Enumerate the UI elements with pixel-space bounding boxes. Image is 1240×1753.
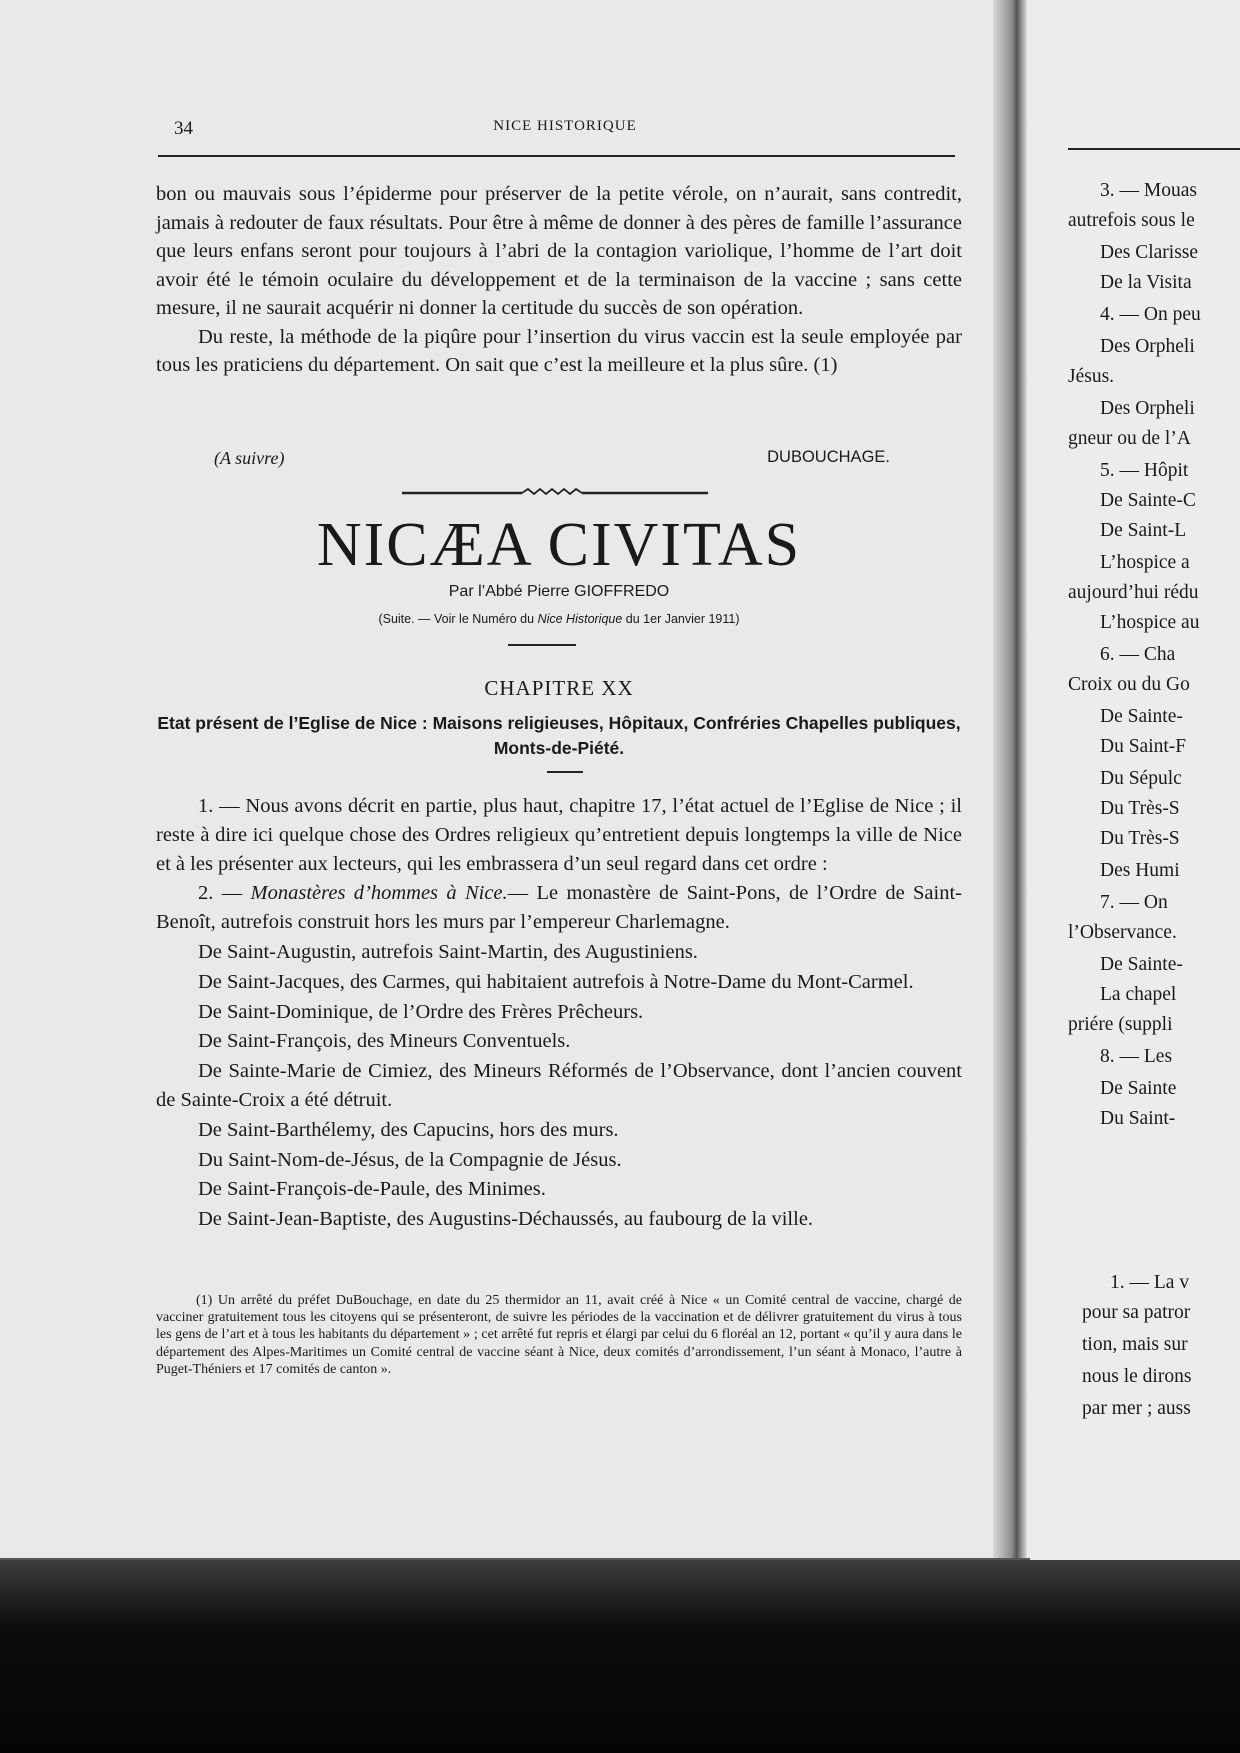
right-page-line: De Saint-L <box>1100 520 1187 541</box>
section-title: Monastères d’hommes à Nice. <box>250 882 508 905</box>
top-text <box>156 180 962 380</box>
list-item: De Sainte-Marie de Cimiez, des Mineurs Réformés de l’Observance, dont l’ancien couvent de Sainte-Croix a été détruit. <box>156 1060 962 1111</box>
body-text <box>156 792 962 1235</box>
right-page-line: De la Visita <box>1100 272 1192 293</box>
right-page-line: Du Saint- <box>1100 1108 1176 1129</box>
right-page-line: Des Orpheli <box>1100 336 1195 357</box>
ornament-divider <box>402 486 708 500</box>
right-page-line: De Sainte- <box>1100 954 1183 975</box>
paragraph: Du reste, la méthode de la piqûre pour l’insertion du virus vaccin est la seule employée par tous les praticiens du département. On sait que c’est la meilleure et la plus sûre. (1) <box>156 325 962 376</box>
right-page-line: L’hospice a <box>1100 552 1190 573</box>
right-page-line: Jésus. <box>1068 366 1115 387</box>
paragraph: 1. — Nous avons décrit en partie, plus haut, chapitre 17, l’état actuel de l’Eglise de Nice ; il reste à dire ici quelque chose des Ordres religieux qu’entretient depuis longtemps la ville de Nice et à les présenter aux lecteurs, qui les embrassera d’un seul regard dans cet ordre : <box>156 795 962 875</box>
right-page-line: nous le dirons <box>1082 1366 1192 1387</box>
chapter-subheading: Etat présent de l’Eglise de Nice : Maisons religieuses, Hôpitaux, Confréries Chapelles publiques, Monts-de-Piété. <box>157 713 961 758</box>
right-page-line: Du Très-S <box>1100 828 1180 849</box>
paragraph <box>156 879 962 937</box>
suite-suffix: du 1er Janvier 1911) <box>622 612 740 626</box>
footnote-text: (1) Un arrêté du préfet DuBouchage, en date du 25 thermidor an 11, avait créé à Nice « un Comité central de vaccine, chargé de vacciner gratuitement tous les citoyens qui se présenteront, de suivre les périodes de la vaccination et de délivrer gratuitement du virus à tous les gens de l’art et à tous les habitants du département » ; cet arrêté fut repris et élargi par celui du 6 floréal an 12, portant « qu’il y aura dans le département des Alpes-Maritimes un Comité central de vaccine séant à Nice, deux comités d’arrondissement, l’un séant à Monaco, l’autre à Puget-Théniers et 17 comités de canton ». <box>156 1293 962 1377</box>
right-page-line: 6. — Cha <box>1100 644 1176 665</box>
right-page-line: priére (suppli <box>1068 1014 1173 1035</box>
list-item: De Saint-François, des Mineurs Conventuels. <box>198 1030 571 1053</box>
right-page-line: De Sainte <box>1100 1078 1177 1099</box>
right-page-line: l’Observance. <box>1068 922 1177 943</box>
list-item: De Saint-Dominique, de l’Ordre des Frères Prêcheurs. <box>198 1000 644 1023</box>
list-item: De Saint-François-de-Paule, des Minimes. <box>198 1178 546 1201</box>
paragraph: bon ou mauvais sous l’épiderme pour préserver de la petite vérole, on n’aurait, sans contredit, jamais à redouter de faux résultats. Pour être à même de donner à des pères de famille l’assurance que leurs enfans seront pour toujours à l’abri de la contagion variolique, l’homme de l’art doit avoir été le témoin oculaire du développement et de la terminaison de la vaccine ; sans cette mesure, il ne saurait acquérir ni donner la certitude du succès de son opération. <box>156 183 962 319</box>
right-page-line: par mer ; auss <box>1082 1398 1191 1419</box>
suite-journal: Nice Historique <box>537 612 623 626</box>
footnote <box>156 1292 962 1378</box>
right-page-line: L’hospice au <box>1100 612 1200 633</box>
author-signature: DUBOUCHAGE. <box>767 448 890 466</box>
list-item: De Saint-Jacques, des Carmes, qui habitaient autrefois à Notre-Dame du Mont-Carmel. <box>198 970 914 993</box>
right-page-line: La chapel <box>1100 984 1177 1005</box>
right-page-line: 3. — Mouas <box>1100 180 1197 201</box>
right-page-line: De Sainte-C <box>1100 490 1196 511</box>
right-page-line: 5. — Hôpit <box>1100 460 1189 481</box>
running-head: NICE HISTORIQUE <box>493 118 637 134</box>
header-rule <box>158 155 955 157</box>
short-rule <box>547 771 583 773</box>
right-page-line: Des Humi <box>1100 860 1180 881</box>
right-page-header-rule <box>1068 148 1240 150</box>
right-page-line: gneur ou de l’A <box>1068 428 1191 449</box>
list-item: Du Saint-Nom-de-Jésus, de la Compagnie de Jésus. <box>198 1148 622 1171</box>
byline: Par l’Abbé Pierre GIOFFREDO <box>448 583 670 600</box>
article-title: NICÆA CIVITAS <box>316 511 802 579</box>
right-page-line: Des Orpheli <box>1100 398 1195 419</box>
right-page-line: Du Très-S <box>1100 798 1180 819</box>
page-number: 34 <box>174 118 193 139</box>
book-gutter <box>993 0 1027 1560</box>
right-page-line: pour sa patror <box>1082 1302 1191 1323</box>
right-page-line: Des Clarisse <box>1100 242 1199 263</box>
a-suivre: (A suivre) <box>214 448 285 468</box>
paragraph-rest: — Le monastère de Saint-Pons, de l’Ordre de Saint-Benoît, autrefois construit hors les murs par l’empereur Charlemagne. <box>156 882 962 934</box>
right-page-line: tion, mais sur <box>1082 1334 1188 1355</box>
right-page-line: Croix ou du Go <box>1068 674 1190 695</box>
right-page-line: Du Saint-F <box>1100 736 1187 757</box>
right-page-line: 8. — Les <box>1100 1046 1173 1067</box>
suite-prefix: (Suite. — Voir le Numéro du <box>378 612 538 626</box>
list-item: De Saint-Jean-Baptiste, des Augustins-Déchaussés, au faubourg de la ville. <box>198 1208 814 1231</box>
right-page-line: aujourd’hui rédu <box>1068 582 1199 603</box>
dark-background <box>0 1560 1240 1753</box>
right-page-line: 4. — On peu <box>1100 304 1201 325</box>
paragraph-number: 2. — <box>198 882 251 905</box>
short-rule <box>508 644 576 646</box>
right-page-line: autrefois sous le <box>1068 210 1195 231</box>
right-page-line: 7. — On <box>1100 892 1168 913</box>
right-page-line: 1. — La v <box>1110 1272 1190 1293</box>
right-page-line: De Sainte- <box>1100 706 1183 727</box>
list-item: De Saint-Augustin, autrefois Saint-Martin, des Augustiniens. <box>198 940 698 963</box>
list-item: De Saint-Barthélemy, des Capucins, hors des murs. <box>198 1118 619 1141</box>
chapter-heading: CHAPITRE XX <box>484 676 634 700</box>
suite-note <box>156 612 962 626</box>
right-page-line: Du Sépulc <box>1100 768 1182 789</box>
